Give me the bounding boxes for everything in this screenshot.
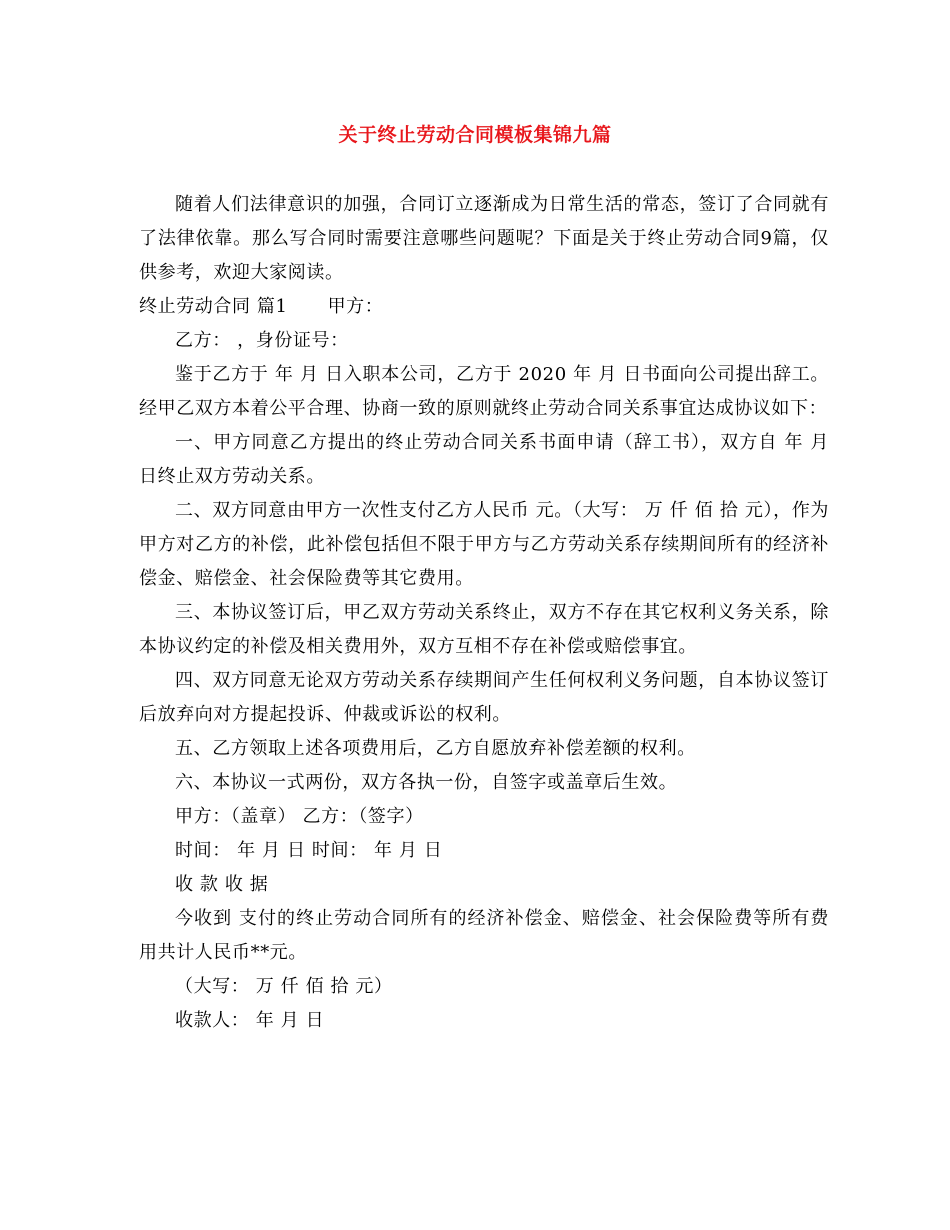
party-a-label: 甲方： <box>327 296 384 317</box>
document-title: 关于终止劳动合同模板集锦九篇 <box>338 124 612 146</box>
document-body <box>139 188 829 1038</box>
intro-paragraph: 随着人们法律意识的加强，合同订立逐渐成为日常生活的常态，签订了合同就有了法律依靠。那么写合同时需要注意哪些问题呢？下面是关于终止劳动合同9篇，仅供参考，欢迎大家阅读。 <box>139 194 829 283</box>
clause-2: 二、双方同意由甲方一次性支付乙方人民币 元。（大写： 万 仟 佰 拾 元），作为甲方对乙方的补偿，此补偿包括但不限于甲方与乙方劳动关系存续期间所有的经济补偿金、赔偿金、社会保险费等其它费用。 <box>139 500 829 589</box>
receipt-title: 收 款 收 据 <box>175 874 269 895</box>
date-line: 时间： 年 月 日 时间： 年 月 日 <box>175 840 443 861</box>
preamble-paragraph: 鉴于乙方于 年 月 日入职本公司，乙方于 2020 年 月 日书面向公司提出辞工。经甲乙双方本着公平合理、协商一致的原则就终止劳动合同关系事宜达成协议如下： <box>139 364 829 419</box>
clause-6: 六、本协议一式两份，双方各执一份，自签字或盖章后生效。 <box>175 772 678 793</box>
clause-5: 五、乙方领取上述各项费用后，乙方自愿放弃补偿差额的权利。 <box>175 738 696 759</box>
clause-3: 三、本协议签订后，甲乙双方劳动关系终止，双方不存在其它权利义务关系，除本协议约定的补偿及相关费用外，双方互相不存在补偿或赔偿事宜。 <box>139 602 829 657</box>
party-b-line: 乙方： ，身份证号： <box>175 330 349 351</box>
clause-1: 一、甲方同意乙方提出的终止劳动合同关系书面申请（辞工书），双方自 年 月 日终止双方劳动关系。 <box>139 432 829 487</box>
receipt-amount-words: （大写： 万 仟 佰 拾 元） <box>175 976 393 997</box>
section-heading-line <box>139 290 829 324</box>
receipt-payee: 收款人： 年 月 日 <box>175 1010 325 1031</box>
clause-4: 四、双方同意无论双方劳动关系存续期间产生任何权利义务问题，自本协议签订后放弃向对方提起投诉、仲裁或诉讼的权利。 <box>139 670 829 725</box>
signature-line: 甲方：（盖章） 乙方：（签字） <box>175 806 424 827</box>
section-heading: 终止劳动合同 篇1 <box>139 296 288 317</box>
receipt-text: 今收到 支付的终止劳动合同所有的经济补偿金、赔偿金、社会保险费等所有费用共计人民币**元。 <box>139 908 829 963</box>
